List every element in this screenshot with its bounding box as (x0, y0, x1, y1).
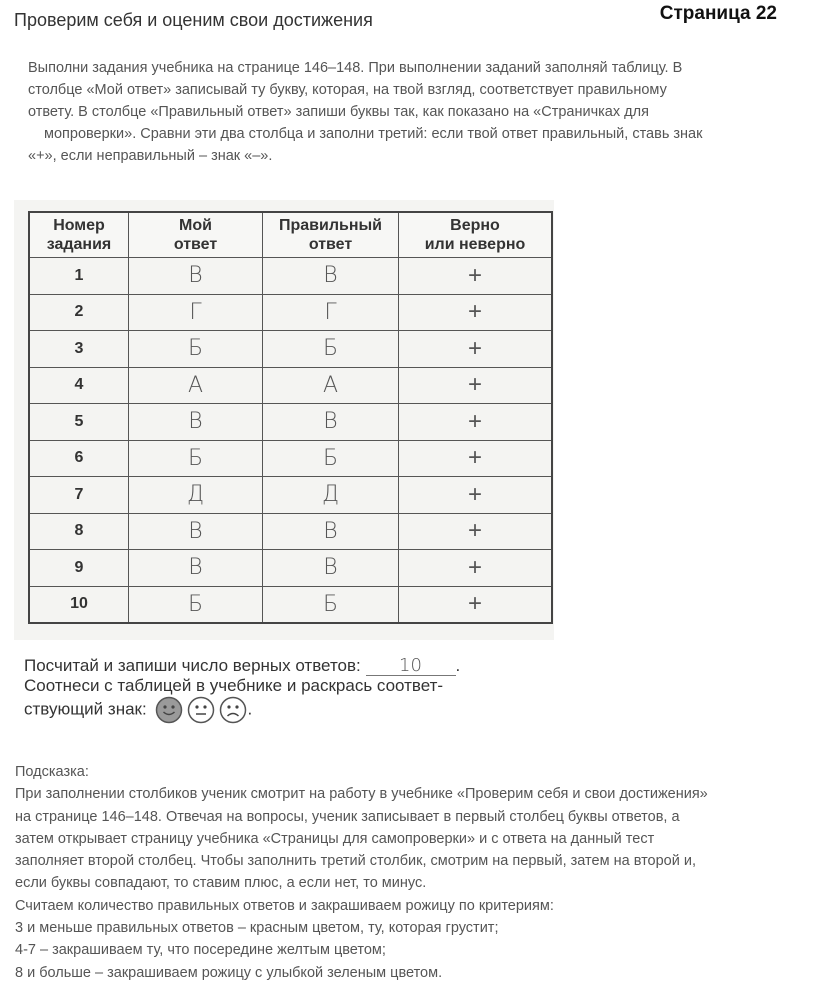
table-row (29, 477, 552, 514)
correct-answer: А (263, 367, 399, 404)
task-number: 7 (29, 477, 129, 514)
result-mark: + (399, 513, 553, 550)
intro-line: ответу. В столбце «Правильный ответ» запиши буквы так, как показано на «Страничках для (28, 104, 649, 120)
header-correct-answer (263, 212, 399, 258)
task-number: 1 (29, 258, 129, 295)
result-mark: + (399, 440, 553, 477)
instruction-line: Соотнеси с таблицей в учебнике и раскрась соответ- (24, 676, 444, 695)
table-row (29, 367, 552, 404)
my-answer: Б (129, 586, 263, 623)
count-prompt: Посчитай и запиши число верных ответов: (24, 656, 361, 675)
intro-line: Выполни задания учебника на странице 146–148. При выполнении заданий заполняй таблицу. В (28, 60, 683, 76)
correct-answer: Б (263, 440, 399, 477)
task-number: 10 (29, 586, 129, 623)
correct-answer: Б (263, 586, 399, 623)
my-answer: В (129, 513, 263, 550)
faces-prompt: ствующий знак: (24, 699, 147, 719)
table-row (29, 294, 552, 331)
correct-answer: Г (263, 294, 399, 331)
my-answer: Г (129, 294, 263, 331)
hint-line: 4-7 – закрашиваем ту, что посередине желтым цветом; (15, 942, 386, 959)
page-number: Страница 22 (659, 3, 777, 24)
correct-answer: Д (263, 477, 399, 514)
result-mark: + (399, 586, 553, 623)
result-mark: + (399, 258, 553, 295)
correct-answer: В (263, 258, 399, 295)
instruction-line: ствующий знак: . (24, 696, 564, 724)
header-line: или неверно (424, 236, 526, 253)
header-line: Номер (53, 217, 105, 234)
task-number: 6 (29, 440, 129, 477)
table-row (29, 513, 552, 550)
table-row (29, 404, 552, 441)
task-number: 3 (29, 331, 129, 368)
my-answer: В (129, 404, 263, 441)
my-answer: Д (129, 477, 263, 514)
correct-answer: В (263, 550, 399, 587)
header-my-answer (129, 212, 263, 258)
table-row (29, 258, 552, 295)
header-line: ответ (308, 236, 353, 253)
my-answer: Б (129, 331, 263, 368)
hint-heading: Подсказка: (15, 764, 89, 780)
faces-group (155, 696, 247, 724)
result-mark: + (399, 404, 553, 441)
result-mark: + (399, 294, 553, 331)
intro-text (28, 57, 788, 167)
header-line: Правильный (278, 217, 382, 234)
header-line: ответ (173, 236, 218, 253)
task-number: 8 (29, 513, 129, 550)
intro-line: мопроверки». Сравни эти два столбца и заполни третий: если твой ответ правильный, ставь знак (44, 126, 703, 142)
hint-line: если буквы совпадают, то ставим плюс, а если нет, то минус. (15, 875, 427, 892)
sad-face-icon (219, 696, 247, 724)
correct-answer: Б (263, 331, 399, 368)
header-line: Верно (450, 217, 500, 234)
hint-line: При заполнении столбиков ученик смотрит на работу в учебнике «Проверим себя и свои достижения» (15, 786, 708, 803)
result-mark: + (399, 367, 553, 404)
hint-line: затем открывает страницу учебника «Страницы для самопроверки» и с ответа на данный тест (15, 830, 655, 847)
hint-line: 3 и меньше правильных ответов – красным цветом, ту, которая грустит; (15, 920, 499, 937)
task-number: 9 (29, 550, 129, 587)
count-section (24, 656, 564, 724)
correct-count-value: 10 (366, 657, 456, 676)
my-answer: В (129, 258, 263, 295)
header-line: задания (46, 236, 112, 253)
page-title: Проверим себя и оценим свои достижения (14, 10, 373, 30)
smiling-face-icon (155, 696, 183, 724)
table-row (29, 440, 552, 477)
result-mark: + (399, 331, 553, 368)
hint-line: Считаем количество правильных ответов и закрашиваем рожицу по критериям: (15, 897, 554, 914)
hint-line: заполняет второй столбец. Чтобы заполнить третий столбик, смотрим на первый, затем на второй и, (15, 853, 697, 870)
correct-answer: В (263, 513, 399, 550)
task-number: 2 (29, 294, 129, 331)
correct-answer: В (263, 404, 399, 441)
hint-line: 8 и больше – закрашиваем рожицу с улыбкой зеленым цветом. (15, 964, 443, 981)
hint-line: на странице 146–148. Отвечая на вопросы, ученик записывает в первый столбец буквы ответов, а (15, 808, 680, 825)
result-mark: + (399, 477, 553, 514)
my-answer: А (129, 367, 263, 404)
intro-line: «+», если неправильный – знак «–». (28, 148, 273, 164)
my-answer: В (129, 550, 263, 587)
header-task-number (29, 212, 129, 258)
answers-table (28, 211, 553, 624)
table-row (29, 331, 552, 368)
task-number: 4 (29, 367, 129, 404)
table-row (29, 586, 552, 623)
intro-line: столбце «Мой ответ» записывай ту букву, которая, на твой взгляд, соответствует правильному (28, 82, 667, 98)
table-header-row (29, 212, 552, 258)
table-row (29, 550, 552, 587)
header-line: Мой (179, 217, 212, 234)
header-right-or-wrong (399, 212, 553, 258)
result-mark: + (399, 550, 553, 587)
task-number: 5 (29, 404, 129, 441)
hint-section (15, 761, 805, 984)
my-answer: Б (129, 440, 263, 477)
neutral-face-icon (187, 696, 215, 724)
count-line: Посчитай и запиши число верных ответов: 10 . (24, 655, 461, 676)
